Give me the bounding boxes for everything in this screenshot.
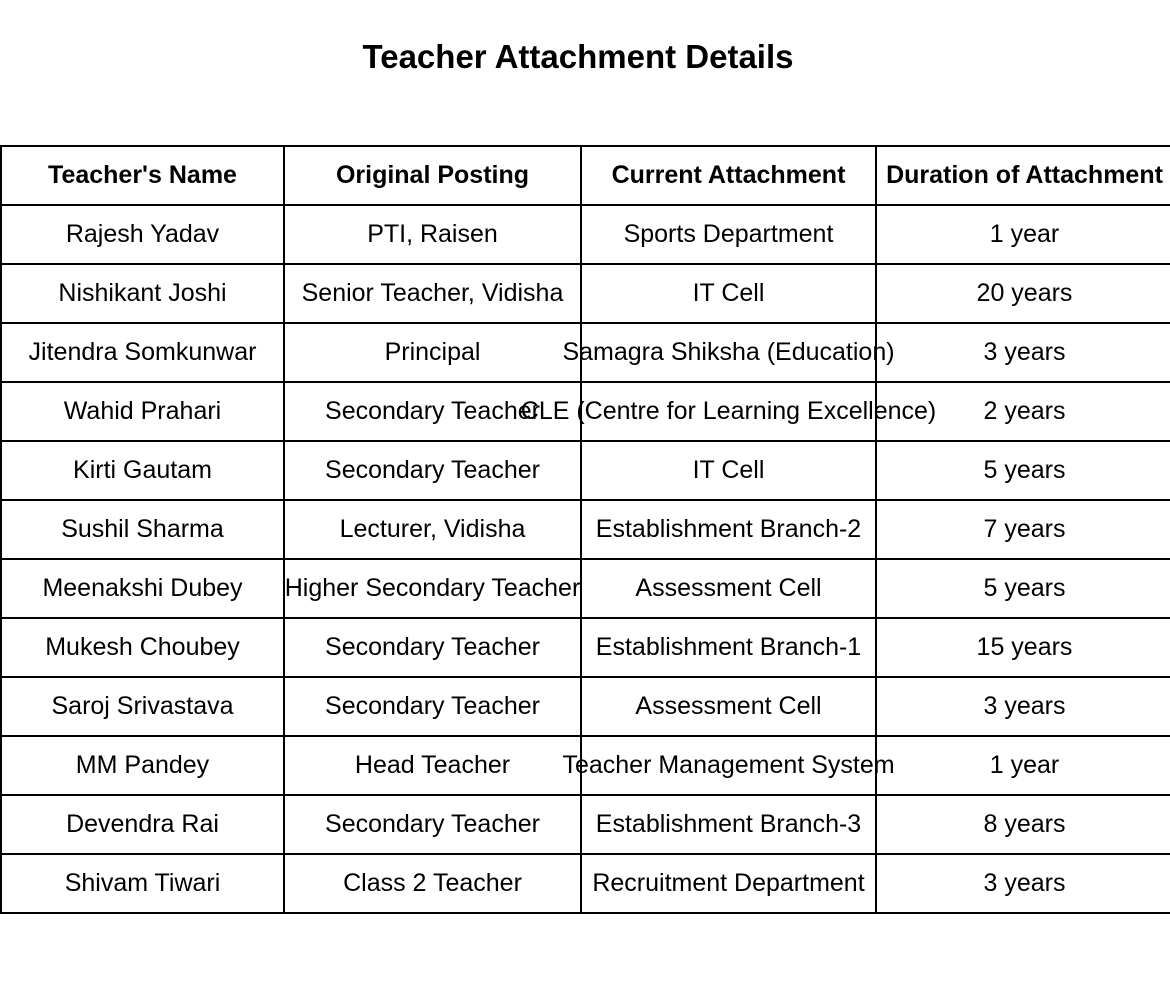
cell-text: Nishikant Joshi (58, 279, 227, 307)
cell-original-posting (283, 322, 580, 381)
cell-teacher-name (2, 735, 283, 794)
cell-text: IT Cell (692, 279, 765, 307)
column-header-label: Duration of Attachment (886, 161, 1163, 189)
cell-teacher-name (2, 676, 283, 735)
cell-text: Mukesh Choubey (45, 633, 240, 661)
cell-text: 1 year (989, 220, 1060, 248)
cell-teacher-name (2, 322, 283, 381)
cell-text: 5 years (983, 456, 1066, 484)
cell-duration (875, 853, 1170, 912)
cell-text: 3 years (983, 869, 1066, 897)
cell-teacher-name (2, 558, 283, 617)
cell-text: Sushil Sharma (61, 515, 224, 543)
cell-text: Secondary Teacher (325, 633, 540, 661)
cell-original-posting (283, 735, 580, 794)
teacher-attachment-table (0, 145, 1170, 914)
cell-original-posting (283, 204, 580, 263)
cell-current-attachment (580, 794, 875, 853)
cell-teacher-name (2, 204, 283, 263)
cell-teacher-name (2, 440, 283, 499)
cell-current-attachment (580, 558, 875, 617)
cell-current-attachment (580, 676, 875, 735)
cell-teacher-name (2, 617, 283, 676)
cell-current-attachment (580, 204, 875, 263)
cell-duration (875, 794, 1170, 853)
cell-duration (875, 322, 1170, 381)
cell-text: Head Teacher (354, 751, 511, 779)
column-header-label: Current Attachment (611, 161, 846, 189)
cell-text: Secondary Teacher (325, 692, 540, 720)
cell-current-attachment (580, 499, 875, 558)
cell-text: Kirti Gautam (73, 456, 212, 484)
cell-original-posting (283, 676, 580, 735)
cell-text: 3 years (983, 692, 1066, 720)
cell-teacher-name (2, 263, 283, 322)
cell-text: Establishment Branch-1 (595, 633, 862, 661)
cell-teacher-name (2, 853, 283, 912)
column-header-teachers-name (2, 145, 283, 204)
cell-original-posting (283, 794, 580, 853)
cell-teacher-name (2, 794, 283, 853)
cell-duration (875, 676, 1170, 735)
cell-teacher-name (2, 499, 283, 558)
cell-teacher-name (2, 381, 283, 440)
cell-text: Assessment Cell (635, 574, 822, 602)
cell-text: Jitendra Somkunwar (28, 338, 257, 366)
cell-duration (875, 558, 1170, 617)
cell-original-posting (283, 263, 580, 322)
cell-current-attachment (580, 617, 875, 676)
cell-current-attachment (562, 735, 895, 794)
cell-duration (875, 381, 1170, 440)
cell-text: Meenakshi Dubey (42, 574, 243, 602)
cell-text: Establishment Branch-3 (595, 810, 862, 838)
cell-text: Samagra Shiksha (Education) (562, 338, 895, 366)
cell-text: PTI, Raisen (367, 220, 498, 248)
cell-text: 15 years (976, 633, 1073, 661)
cell-text: CLE (Centre for Learning Excellence) (520, 397, 937, 425)
cell-text: 20 years (976, 279, 1073, 307)
cell-text: Devendra Rai (66, 810, 219, 838)
cell-text: Assessment Cell (635, 692, 822, 720)
column-header-label: Teacher's Name (48, 161, 237, 189)
cell-current-attachment (580, 440, 875, 499)
cell-text: 1 year (989, 751, 1060, 779)
cell-current-attachment (562, 322, 895, 381)
cell-text: Principal (384, 338, 481, 366)
cell-duration (875, 617, 1170, 676)
cell-text: Senior Teacher, Vidisha (301, 279, 564, 307)
cell-text: Secondary Teacher (325, 397, 540, 425)
column-header-current-attachment (580, 145, 875, 204)
cell-text: Shivam Tiwari (64, 869, 221, 897)
cell-duration (875, 499, 1170, 558)
cell-text: 5 years (983, 574, 1066, 602)
cell-text: Secondary Teacher (325, 456, 540, 484)
cell-text: Higher Secondary Teacher (284, 574, 581, 602)
cell-text: Rajesh Yadav (65, 220, 220, 248)
cell-text: IT Cell (692, 456, 765, 484)
cell-text: Secondary Teacher (325, 810, 540, 838)
cell-text: Saroj Srivastava (51, 692, 234, 720)
cell-duration (875, 263, 1170, 322)
column-header-original-posting (283, 145, 580, 204)
cell-text: Teacher Management System (562, 751, 895, 779)
column-header-duration (875, 145, 1170, 204)
cell-text: Lecturer, Vidisha (339, 515, 526, 543)
cell-text: 3 years (983, 338, 1066, 366)
cell-text: Sports Department (623, 220, 834, 248)
cell-text: 8 years (983, 810, 1066, 838)
cell-text: Wahid Prahari (63, 397, 222, 425)
cell-original-posting (283, 440, 580, 499)
cell-text: 2 years (983, 397, 1066, 425)
cell-text: MM Pandey (75, 751, 210, 779)
cell-original-posting (283, 617, 580, 676)
page-title: Teacher Attachment Details (362, 38, 794, 75)
cell-duration (875, 204, 1170, 263)
cell-original-posting (283, 558, 580, 617)
column-header-label: Original Posting (335, 161, 530, 189)
cell-text: Recruitment Department (592, 869, 865, 897)
cell-text: Class 2 Teacher (343, 869, 522, 897)
cell-text: 7 years (983, 515, 1066, 543)
cell-original-posting (283, 499, 580, 558)
cell-duration (875, 735, 1170, 794)
cell-text: Establishment Branch-2 (595, 515, 862, 543)
cell-current-attachment (580, 853, 875, 912)
cell-current-attachment (580, 263, 875, 322)
cell-current-attachment (520, 381, 937, 440)
cell-duration (875, 440, 1170, 499)
cell-original-posting (283, 853, 580, 912)
